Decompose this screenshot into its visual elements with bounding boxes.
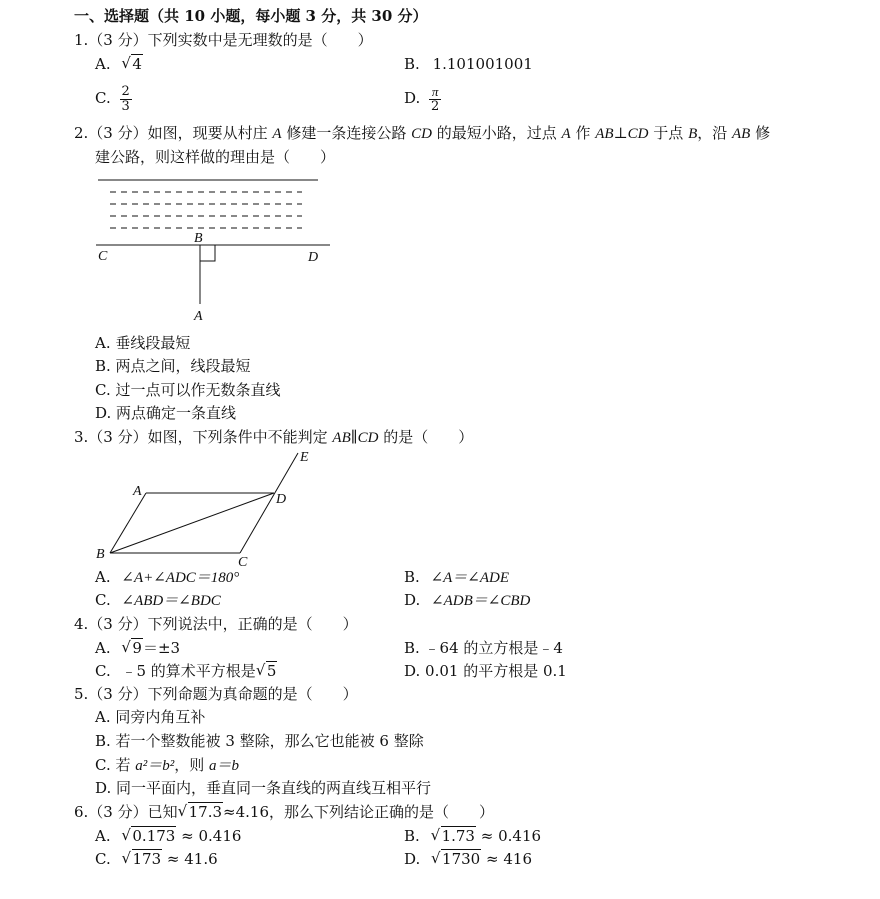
label-c: C [238, 555, 248, 570]
sqrt-expression: √ 0.173 [121, 826, 176, 846]
q6-option-b[interactable]: B. √ 1.73 ≈ 0.416 [404, 826, 541, 846]
label-a: A [133, 484, 142, 499]
question-4-stem: 4.（3 分）下列说法中，正确的是（ ） [74, 615, 358, 633]
road-figure [90, 172, 340, 327]
segment-bd [110, 493, 274, 553]
q1-option-a[interactable]: A. √ 4 [95, 54, 143, 74]
q4-option-a[interactable]: A. √ 9＝±3 [95, 638, 180, 658]
q3-option-c[interactable]: C. ∠ABD＝∠BDC [95, 591, 221, 609]
question-2-stem-line2: 建公路，则这样做的理由是（ ） [95, 148, 336, 166]
q2-option-b[interactable]: B. 两点之间，线段最短 [95, 357, 251, 375]
q3-option-b[interactable]: B. ∠A＝∠ADE [404, 568, 510, 586]
question-5-stem: 5.（3 分）下列命题为真命题的是（ ） [74, 685, 358, 703]
label-d: D [276, 492, 287, 507]
sqrt-expression: √ 5 [256, 661, 278, 681]
fraction: $\frac{\pi}{2}$ [431, 83, 440, 114]
label-a: A [194, 309, 203, 324]
q3-option-d[interactable]: D. ∠ADB＝∠CBD [404, 591, 531, 609]
q1-option-d[interactable]: D. $\frac{\pi}{2}$ [404, 83, 440, 114]
q5-option-a[interactable]: A. 同旁内角互补 [95, 708, 206, 726]
parallelogram-figure [90, 447, 320, 572]
q2-option-c[interactable]: C. 过一点可以作无数条直线 [95, 381, 281, 399]
question-3-stem: 3.（3 分）如图，下列条件中不能判定 AB∥CD 的是（ ） [74, 428, 474, 446]
sqrt-expression: √ 17.3 [178, 802, 223, 822]
sqrt-expression: √ 173 [122, 849, 163, 869]
q6-option-d[interactable]: D. √ 1730 ≈ 416 [404, 849, 532, 869]
q6-option-a[interactable]: A. √ 0.173 ≈ 0.416 [95, 826, 241, 846]
label-e: E [300, 450, 309, 465]
q3-option-a[interactable]: A. ∠A+∠ADC＝180° [95, 568, 240, 586]
q1-option-b[interactable]: B. 1.101001001 [404, 55, 533, 73]
sqrt-expression: √ 1.73 [431, 826, 476, 846]
q1-option-c[interactable]: C. $\frac{2}{3}$ [95, 83, 130, 114]
question-2-stem: 2.（3 分）如图，现要从村庄 A 修建一条连接公路 CD 的最短小路，过点 A 作 AB⊥CD 于点 B，沿 AB 修 [74, 124, 771, 142]
label-b: B [194, 231, 203, 246]
sqrt-expression: √ 9 [121, 638, 143, 658]
segment-ab [110, 493, 146, 553]
q6-option-c[interactable]: C. √ 173 ≈ 41.6 [95, 849, 218, 869]
question-6-stem: 6.（3 分）已知√ 17.3≈4.16，那么下列结论正确的是（ ） [74, 802, 494, 822]
sqrt-expression: √ 4 [121, 54, 143, 74]
q5-option-d[interactable]: D. 同一平面内，垂直同一条直线的两直线互相平行 [95, 779, 432, 797]
q2-option-d[interactable]: D. 两点确定一条直线 [95, 404, 237, 422]
sqrt-expression: √ 1730 [431, 849, 481, 869]
label-b: B [96, 547, 105, 562]
q2-option-a[interactable]: A. 垂线段最短 [95, 334, 191, 352]
q4-option-c[interactable]: C. ﹣5 的算术平方根是√ 5 [95, 661, 277, 681]
label-c: C [98, 249, 108, 264]
question-1-stem: 1.（3 分）下列实数中是无理数的是（ ） [74, 31, 373, 49]
q5-option-c[interactable]: C. 若 a²＝b²，则 a＝b [95, 756, 240, 774]
right-angle-mark [200, 245, 215, 261]
q5-option-b[interactable]: B. 若一个整数能被 3 整除，那么它也能被 6 整除 [95, 732, 424, 750]
fraction: $\frac{2}{3}$ [121, 83, 130, 114]
q4-option-d[interactable]: D. 0.01 的平方根是 0.1 [404, 662, 567, 680]
section-title: 一、选择题（共 10 小题，每小题 3 分，共 30 分） [74, 7, 428, 25]
q4-option-b[interactable]: B. ﹣64 的立方根是﹣4 [404, 639, 563, 657]
ray-ce [240, 453, 298, 553]
label-d: D [308, 250, 319, 265]
